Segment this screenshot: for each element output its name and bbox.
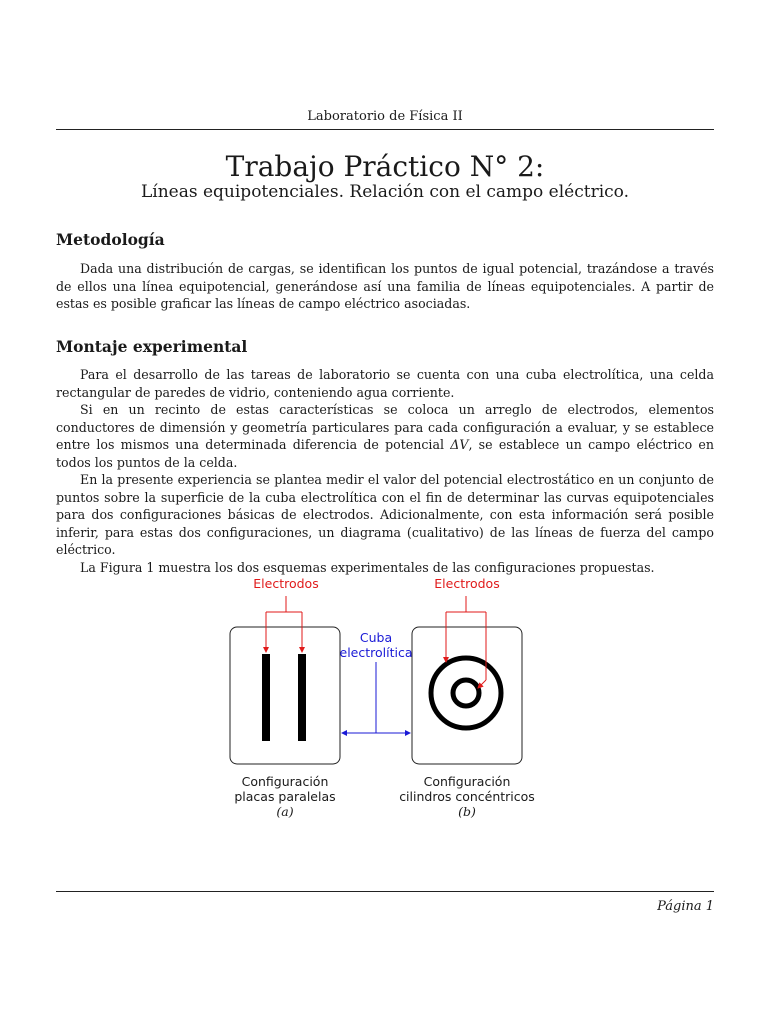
electrodes-pointer-a (266, 596, 302, 652)
montaje-paragraph-1: Para el desarrollo de las tareas de laboratorio se cuenta con una cuba electrolítica, una celda rectangular de paredes de vidrio, conteniendo agua corriente. (56, 367, 714, 400)
delta-v-symbol: ΔV (450, 437, 469, 452)
cuba-box-a (230, 627, 340, 764)
inner-cylinder-electrode (453, 680, 479, 706)
caption-b-tag: (b) (458, 804, 476, 819)
electrodes-label-a: Electrodos (253, 576, 319, 591)
electrodes-pointer-b (446, 596, 486, 688)
section-heading-montaje: Montaje experimental (56, 337, 248, 356)
document-title: Trabajo Práctico N° 2: (225, 150, 545, 183)
montaje-paragraph-4: La Figura 1 muestra los dos esquemas experimentales de las configuraciones propuestas. (80, 559, 655, 575)
cuba-box-b (412, 627, 522, 764)
caption-b (367, 774, 567, 819)
caption-a-line-2: placas paralelas (234, 789, 336, 804)
caption-a (185, 774, 385, 819)
caption-b-line-2: cilindros concéntricos (399, 789, 535, 804)
cuba-pointer (342, 662, 410, 733)
outer-cylinder-electrode (431, 658, 501, 728)
montaje-p2-after: , se establece un campo eléctrico en todos los puntos de la celda. (56, 437, 714, 470)
cuba-label-line-1: Cuba (359, 630, 393, 645)
document-subtitle: Líneas equipotenciales. Relación con el campo eléctrico. (140, 182, 630, 202)
footer-rule (56, 891, 714, 892)
montaje-p2-before: Si en un recinto de estas características se coloca un arreglo de electrodos, elementos conductores de dimensión y geometría particulares para cada configuración a evaluar, y se establece entre los mismos una determinada diferencia de potencial (56, 402, 714, 452)
cuba-label-line-2: electrolítica (339, 645, 413, 660)
caption-a-line-1: Configuración (241, 774, 329, 789)
metodologia-paragraph: Dada una distribución de cargas, se identifican los puntos de igual potencial, trazándose a través de ellos una línea equipotencial, generándose así una familia de líneas equipotenciales. A partir de estas es posible graficar las líneas de campo eléctrico asociadas. (56, 261, 714, 311)
electrodes-label-b: Electrodos (434, 576, 500, 591)
plate-electrode-left (262, 654, 270, 741)
caption-b-line-1: Configuración (423, 774, 511, 789)
cuba-label (331, 630, 421, 660)
plate-electrode-right (298, 654, 306, 741)
section-heading-metodologia: Metodología (56, 230, 165, 249)
montaje-paragraph-3: En la presente experiencia se plantea medir el valor del potencial electrostático en un conjunto de puntos sobre la superficie de la cuba electrolítica con el fin de determinar las curvas equipotenciales para dos configuraciones básicas de electrodos. Adicionalmente, con esta información será posible inferir, para estas dos configuraciones, un diagrama (cualitativo) de las líneas de fuerza del campo eléctrico. (56, 472, 714, 557)
caption-a-tag: (a) (276, 804, 294, 819)
running-header: Laboratorio de Física II (307, 109, 463, 124)
page-number: Página 1 (657, 899, 714, 914)
